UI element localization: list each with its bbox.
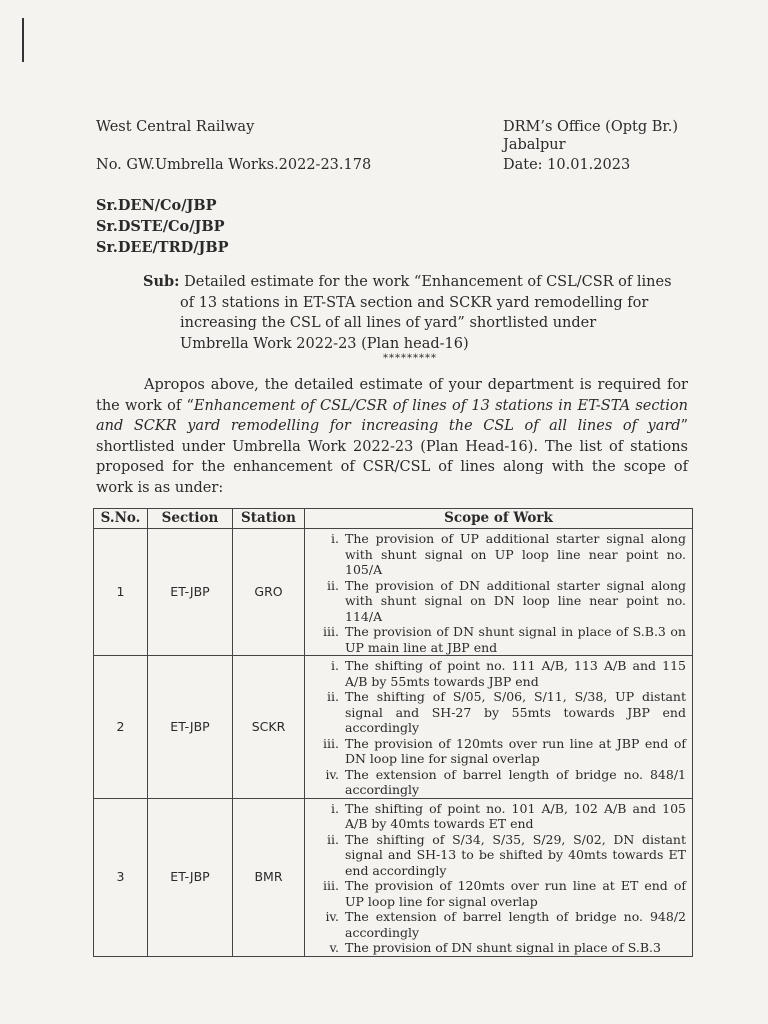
subject-label: Sub: — [143, 273, 180, 290]
header-section: Section — [148, 509, 233, 529]
body-text: ” shortlisted under Umbrella Work 2022-23 (Plan Head-16). The list of stations proposed for the enhancement of CSR/CSL of lines along with the scope of work is as under: — [96, 418, 688, 496]
subject-line: Umbrella Work 2022-23 (Plan head-16) — [180, 335, 469, 352]
scope-item: v. The provision of DN shunt signal in place of S.B.3 — [329, 940, 661, 955]
office-city: Jabalpur — [503, 137, 566, 153]
cell-scope — [305, 656, 693, 799]
cell-scope — [305, 529, 693, 656]
reference-number: No. GW.Umbrella Works.2022-23.178 — [96, 157, 372, 173]
cell-scope — [305, 798, 693, 956]
cell-section: ET-JBP — [148, 529, 233, 656]
addressee-list — [96, 195, 229, 258]
scope-item: i. The shifting of point no. 111 A/B, 113 A/B and 115 A/B by 55mts towards JBP end — [331, 658, 686, 689]
header-station: Station — [233, 509, 305, 529]
subject-line: of 13 stations in ET-STA section and SCKR yard remodelling for — [180, 294, 649, 311]
cell-sno: 2 — [94, 656, 148, 799]
margin-mark — [22, 18, 24, 62]
table-row — [94, 798, 693, 956]
cell-sno: 1 — [94, 529, 148, 656]
scope-item: ii. The provision of DN additional starter signal along with shunt signal on DN loop line near point no. 114/A — [327, 577, 686, 624]
cell-section: ET-JBP — [148, 798, 233, 956]
separator-stars: ********* — [383, 353, 437, 364]
cell-station: BMR — [233, 798, 305, 956]
cell-sno: 3 — [94, 798, 148, 956]
subject-line: Detailed estimate for the work “Enhancement of CSL/CSR of lines — [184, 274, 672, 290]
scope-item: i. The shifting of point no. 101 A/B, 102 A/B and 105 A/B by 40mts towards ET end — [331, 800, 686, 831]
table-row — [94, 656, 693, 799]
scope-item: iv. The extension of barrel length of bridge no. 848/1 accordingly — [325, 766, 686, 797]
scope-item: iii. The provision of 120mts over run line at ET end of UP loop line for signal overlap — [323, 878, 686, 909]
scope-item: ii. The shifting of S/34, S/35, S/29, S/02, DN distant signal and SH-13 to be shifted by 40mts towards ET end accordingly — [327, 831, 686, 878]
scope-item: iv. The extension of barrel length of bridge no. 948/2 accordingly — [325, 909, 686, 940]
org-name: West Central Railway — [96, 119, 255, 135]
addressee: Sr.DEN/Co/JBP — [96, 197, 217, 214]
header-sno: S.No. — [94, 509, 148, 529]
header-scope: Scope of Work — [305, 509, 693, 529]
table-row — [94, 529, 693, 656]
cell-station: GRO — [233, 529, 305, 656]
office-name: DRM’s Office (Optg Br.) — [503, 119, 678, 135]
subject-line: increasing the CSL of all lines of yard” shortlisted under — [180, 315, 597, 331]
scope-table — [93, 508, 693, 957]
addressee: Sr.DEE/TRD/JBP — [96, 239, 229, 256]
subject-block — [143, 272, 688, 364]
cell-section: ET-JBP — [148, 656, 233, 799]
letter-date: Date: 10.01.2023 — [503, 157, 631, 173]
cell-station: SCKR — [233, 656, 305, 799]
body-work-title: Enhancement of CSL/CSR of lines of 13 stations in ET-STA section and SCKR yard remodelling for increasing the CSL of all lines of yard — [96, 397, 688, 434]
scope-item: iii. The provision of DN shunt signal in place of S.B.3 on UP main line at JBP end — [323, 624, 686, 655]
scope-item: i. The provision of UP additional starter signal along with shunt signal on UP loop line near point no. 105/A — [331, 531, 686, 577]
body-paragraph — [96, 375, 688, 498]
addressee: Sr.DSTE/Co/JBP — [96, 218, 225, 235]
scope-item: ii. The shifting of S/05, S/06, S/11, S/38, UP distant signal and SH-27 by 55mts towards JBP end accordingly — [327, 689, 686, 735]
scope-item: iii. The provision of 120mts over run line at JBP end of DN loop line for signal overlap — [323, 735, 686, 766]
body-text: Apropos above, the detailed estimate of your department is required for the work of “ — [96, 377, 688, 414]
table-header-row — [94, 509, 693, 529]
